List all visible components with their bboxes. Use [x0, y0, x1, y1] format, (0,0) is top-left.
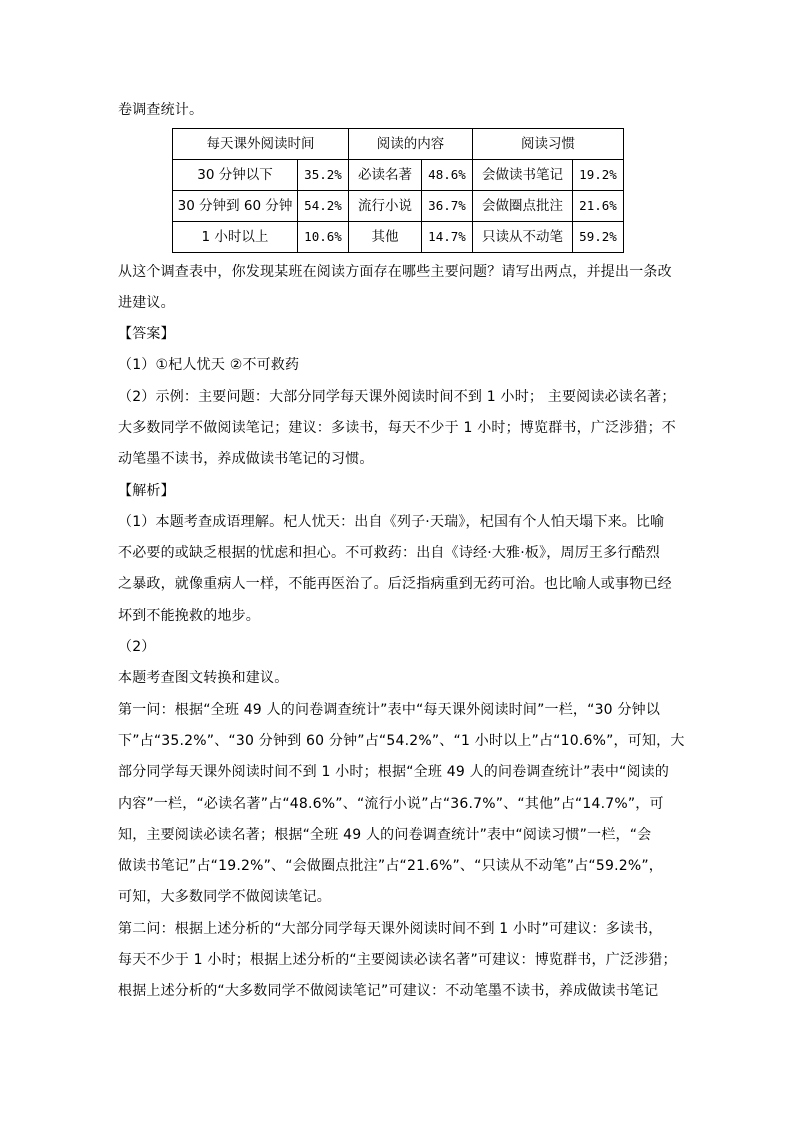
answer-line: （1）①杞人忧天 ②不可救药	[118, 357, 300, 373]
cell-percent: 54.2%	[298, 191, 349, 222]
survey-table	[172, 128, 624, 253]
analysis-line: 每天不少于 1 小时；根据上述分析的“主要阅读必读名著”可建议：博览群书，广泛涉猎；	[118, 952, 677, 968]
table-row	[173, 222, 624, 253]
cell: 必读名著	[349, 160, 422, 191]
table-row	[173, 191, 624, 222]
cell: 30 分钟到 60 分钟	[173, 191, 298, 222]
intro-text: 卷调查统计。	[118, 102, 204, 118]
analysis-line: 坏到不能挽救的地步。	[118, 608, 260, 624]
analysis-line: 做读书笔记”占“19.2%”、“会做圈点批注”占“21.6%”、“只读从不动笔”占“59.2%”，	[118, 858, 664, 874]
analysis-line: 根据上述分析的“大多数同学不做阅读笔记”可建议：不动笔墨不读书，养成做读书笔记	[118, 983, 659, 999]
cell: 会做圈点批注	[473, 191, 573, 222]
analysis-line: （1）本题考查成语理解。杞人忧天：出自《列子·天瑞》，杞国有个人怕天塌下来。比喻	[118, 514, 665, 530]
analysis-line: 本题考查图文转换和建议。	[118, 670, 289, 686]
cell-percent: 36.7%	[422, 191, 473, 222]
cell: 30 分钟以下	[173, 160, 298, 191]
cell: 其他	[349, 222, 422, 253]
cell-percent: 48.6%	[422, 160, 473, 191]
analysis-line: 第二问：根据上述分析的“大部分同学每天课外阅读时间不到 1 小时”可建议：多读书，	[118, 921, 663, 937]
analysis-line: 之暴政，就像重病人一样，不能再医治了。后泛指病重到无药可治。也比喻人或事物已经	[118, 576, 672, 592]
analysis-line: （2）	[118, 639, 156, 655]
cell: 只读从不动笔	[473, 222, 573, 253]
question-line: 进建议。	[118, 295, 175, 311]
cell-percent: 21.6%	[573, 191, 624, 222]
analysis-line: 第一问：根据“全班 49 人的问卷调查统计”表中“每天课外阅读时间”一栏，“30 分钟以	[118, 702, 661, 718]
cell-percent: 59.2%	[573, 222, 624, 253]
cell: 1 小时以上	[173, 222, 298, 253]
table-row	[173, 160, 624, 191]
analysis-line: 不必要的或缺乏根据的忧虑和担心。不可救药：出自《诗经·大雅·板》，周厉王多行酷烈	[118, 545, 660, 561]
analysis-line: 下”占“35.2%”、“30 分钟到 60 分钟”占“54.2%”、“1 小时以上”占“10.6%”，可知，大	[118, 733, 685, 749]
header-reading-content: 阅读的内容	[349, 129, 473, 160]
cell-percent: 10.6%	[298, 222, 349, 253]
analysis-line: 内容”一栏，“必读名著”占“48.6%”、“流行小说”占“36.7%”、“其他”占“14.7%”，可	[118, 796, 664, 812]
answer-line: （2）示例：主要问题：大部分同学每天课外阅读时间不到 1 小时； 主要阅读必读名著；	[118, 389, 676, 405]
question-line: 从这个调查表中，你发现某班在阅读方面存在哪些主要问题？请写出两点，并提出一条改	[118, 264, 672, 280]
answer-line: 动笔墨不读书，养成做读书笔记的习惯。	[118, 451, 374, 467]
answer-line: 大多数同学不做阅读笔记；建议：多读书，每天不少于 1 小时；博览群书，广泛涉猎；不	[118, 420, 677, 436]
answer-heading: 【答案】	[118, 326, 175, 342]
table-header-row	[173, 129, 624, 160]
cell-percent: 19.2%	[573, 160, 624, 191]
header-reading-habit: 阅读习惯	[473, 129, 624, 160]
header-reading-time: 每天课外阅读时间	[173, 129, 349, 160]
cell-percent: 14.7%	[422, 222, 473, 253]
analysis-line: 可知，大多数同学不做阅读笔记。	[118, 889, 331, 905]
analysis-line: 部分同学每天课外阅读时间不到 1 小时；根据“全班 49 人的问卷调查统计”表中“阅读的	[118, 764, 670, 780]
cell: 流行小说	[349, 191, 422, 222]
cell-percent: 35.2%	[298, 160, 349, 191]
cell: 会做读书笔记	[473, 160, 573, 191]
analysis-heading: 【解析】	[118, 483, 175, 499]
analysis-line: 知，主要阅读必读名著；根据“全班 49 人的问卷调查统计”表中“阅读习惯”一栏，“会	[118, 827, 652, 843]
